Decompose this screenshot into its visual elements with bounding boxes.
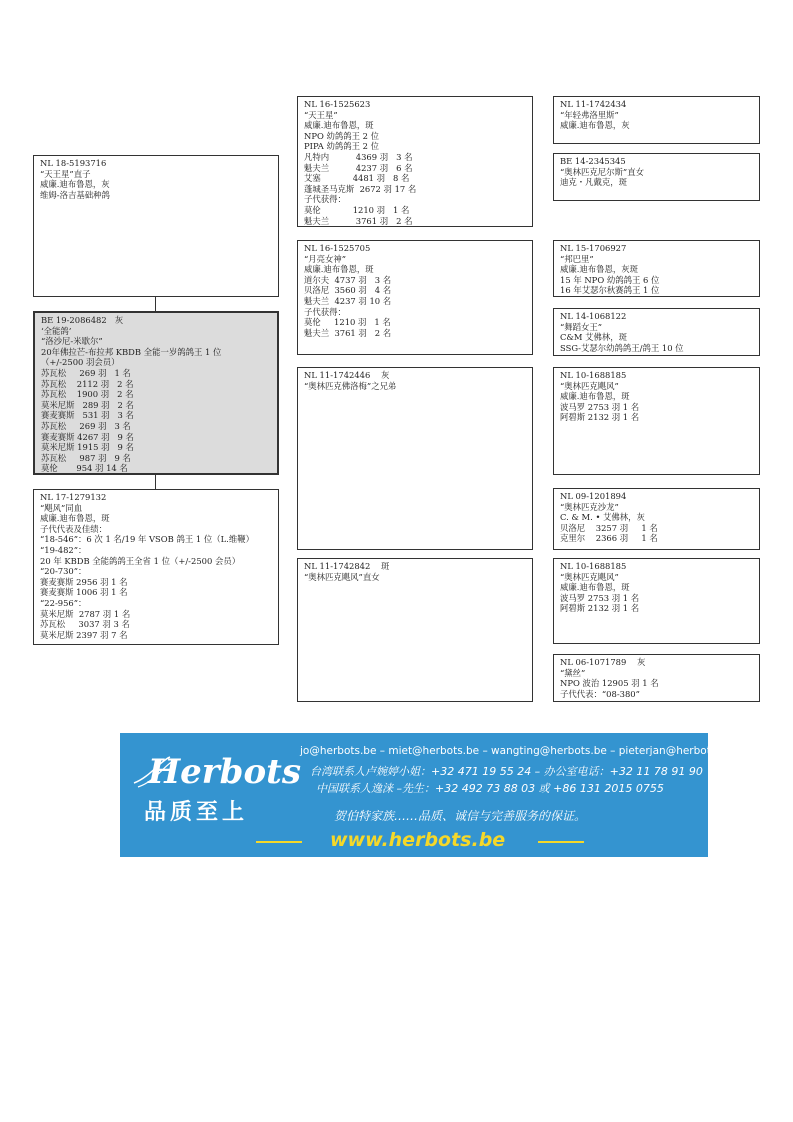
result-line: 苏瓦松 987 羽 9 名 bbox=[41, 452, 131, 463]
result-line: 苏瓦松 2112 羽 2 名 bbox=[41, 378, 134, 389]
card-line: 阿碧斯 2132 羽 1 名 bbox=[560, 412, 640, 423]
card-line: “奥林匹克佛洛梅”之兄弟 bbox=[304, 380, 397, 391]
card-line: SSG-艾瑟尔幼鸽鸽王/鸽王 10 位 bbox=[560, 342, 684, 353]
website-link[interactable]: www.herbots.be bbox=[330, 829, 506, 851]
dam-line: “19-482”： bbox=[40, 544, 87, 555]
dam-line: “18-546”：6 次 1 名/19 年 VSOB 鸽王 1 位（L.维鞭） bbox=[40, 534, 254, 545]
herbots-banner bbox=[120, 733, 733, 857]
dam-line: “22-956”： bbox=[40, 597, 87, 608]
card-line: NL 10-1688185 bbox=[560, 370, 627, 380]
dam-line: 苏瓦松 3037 羽 3 名 bbox=[40, 619, 130, 630]
card-line: 威廉.迪布鲁恩，斑 bbox=[560, 391, 630, 402]
card-line: NL 11-1742446 灰 bbox=[304, 370, 390, 380]
phone-china: 中国联系人逸涞 –先生：+32 492 73 88 03 或 +86 131 2015 0755 bbox=[316, 782, 664, 795]
dam-line: 20 年 KBDB 全能鸽鸽王全省 1 位（+/-2500 会员） bbox=[40, 555, 241, 566]
dam-ring: NL 17-1279132 bbox=[40, 492, 107, 502]
card-line: 威廉.迪布鲁恩，灰 bbox=[560, 120, 630, 131]
card-line: “奥林匹克飓风”直女 bbox=[304, 571, 380, 582]
dam-sire-card bbox=[297, 367, 533, 550]
card-line: NL 16-1525623 bbox=[304, 99, 371, 109]
g3-card-6 bbox=[553, 488, 760, 550]
card-line: 15 年 NPO 幼鸽鸽王 6 位 bbox=[560, 274, 660, 285]
card-line: “天王星” bbox=[304, 109, 338, 120]
dam-offspring-heading: 子代代表及佳绩： bbox=[40, 523, 107, 534]
card-line: 迪克・凡戴克，斑 bbox=[560, 177, 627, 188]
g3-card-5 bbox=[553, 367, 760, 475]
result-line: 苏瓦松 269 羽 1 名 bbox=[41, 367, 131, 378]
herbots-logo bbox=[130, 747, 301, 795]
card-line: 波马罗 2753 羽 1 名 bbox=[560, 592, 640, 603]
g3-card-1 bbox=[553, 96, 760, 144]
phone-taiwan: 台湾联系人卢婉婷小姐：+32 471 19 55 24 – 办公室电话：+32 11 78 91 90 bbox=[310, 765, 703, 778]
card-line: 莫伦 1210 羽 1 名 bbox=[304, 204, 410, 215]
card-line: 威廉.迪布鲁恩，斑 bbox=[304, 120, 374, 131]
connector bbox=[155, 475, 156, 489]
result-line: 赛麦赛斯 4267 羽 9 名 bbox=[41, 431, 134, 442]
card-line: NL 15-1706927 bbox=[560, 243, 627, 253]
g3-card-7 bbox=[553, 558, 760, 644]
sire-card bbox=[33, 155, 279, 297]
card-line: 魁夫兰 3761 羽 2 名 bbox=[304, 327, 392, 338]
card-line: “奥林匹克沙龙” bbox=[560, 501, 619, 512]
card-line: 魁夫兰 4237 羽 6 名 bbox=[304, 162, 413, 173]
g3-card-2 bbox=[553, 153, 760, 201]
sire-name: “天王星”直子 bbox=[40, 168, 91, 179]
card-line: 子代获得： bbox=[304, 306, 346, 317]
card-line: 阿碧斯 2132 羽 1 名 bbox=[560, 603, 640, 614]
card-line: 魁夫兰 3761 羽 2 名 bbox=[304, 215, 413, 226]
result-line: 苏瓦松 1900 羽 2 名 bbox=[41, 389, 134, 400]
g3-card-8 bbox=[553, 654, 760, 702]
sire-sire-card bbox=[297, 96, 533, 227]
card-line: “黛丝” bbox=[560, 667, 586, 678]
card-line: “奥林匹克飓风” bbox=[560, 380, 619, 391]
dam-name: “飓风”同血 bbox=[40, 502, 83, 513]
dam-line: “20-730”： bbox=[40, 566, 87, 577]
card-line: “舞蹈女王” bbox=[560, 321, 603, 332]
card-line: 道尔夫 4737 羽 3 名 bbox=[304, 274, 392, 285]
card-line: NL 06-1071789 灰 bbox=[560, 657, 646, 667]
result-line: 赛麦赛斯 531 羽 3 名 bbox=[41, 410, 134, 421]
divider bbox=[256, 841, 302, 843]
slogan: 贺伯特家族……品质、诚信与完善服务的保证。 bbox=[334, 809, 587, 823]
card-line: “奥林匹克飓风” bbox=[560, 571, 619, 582]
subject-ring: BE 19-2086482 灰 bbox=[41, 315, 124, 325]
card-line: NPO 幼鸽鸽王 2 位 bbox=[304, 130, 380, 141]
dam-dam-card bbox=[297, 558, 533, 702]
sire-ring: NL 18-5193716 bbox=[40, 158, 107, 168]
email-contacts[interactable]: jo@herbots.be – miet@herbots.be – wangting@herbots.be – pieterjan@herbots.be bbox=[300, 745, 733, 757]
subject-members: （+/-2500 羽会员） bbox=[41, 357, 120, 368]
card-line: 威廉.迪布鲁恩，灰斑 bbox=[560, 264, 639, 275]
card-line: 蓬城圣马克斯 2672 羽 17 名 bbox=[304, 183, 417, 194]
subject-name: “洛沙尼-米歇尔” bbox=[41, 336, 103, 347]
card-line: 凡特内 4369 羽 3 名 bbox=[304, 151, 413, 162]
sire-breeder: 威廉.迪布鲁恩，灰 bbox=[40, 179, 110, 190]
dam-line: 莫米尼斯 2787 羽 1 名 bbox=[40, 608, 131, 619]
card-line: NL 09-1201894 bbox=[560, 491, 627, 501]
card-line: NL 16-1525705 bbox=[304, 243, 371, 253]
result-line: 苏瓦松 269 羽 3 名 bbox=[41, 420, 131, 431]
card-line: 威廉.迪布鲁恩，斑 bbox=[560, 582, 630, 593]
connector bbox=[155, 297, 156, 311]
g3-card-3 bbox=[553, 240, 760, 297]
card-line: “年轻弗洛里斯” bbox=[560, 109, 619, 120]
card-line: C&M 艾佛林，斑 bbox=[560, 332, 627, 343]
result-line: 莫米尼斯 289 羽 2 名 bbox=[41, 399, 134, 410]
dam-card bbox=[33, 489, 279, 645]
subject-title: 20年佛拉芒-布拉邦 KBDB 全能一岁鸽鸽王 1 位 bbox=[41, 346, 222, 357]
card-line: 16 年艾瑟尔秋赛鸽王 1 位 bbox=[560, 285, 660, 296]
card-line: 贝洛尼 3257 羽 1 名 bbox=[560, 522, 658, 533]
card-line: “奥林匹克尼尔斯”直女 bbox=[560, 166, 644, 177]
card-line: NL 14-1068122 bbox=[560, 311, 627, 321]
card-line: NL 11-1742434 bbox=[560, 99, 627, 109]
card-line: 莫伦 1210 羽 1 名 bbox=[304, 317, 391, 328]
card-line: 艾塞 4481 羽 8 名 bbox=[304, 173, 410, 184]
subject-card bbox=[33, 311, 279, 475]
card-line: “月亮女神” bbox=[304, 253, 347, 264]
subject-nickname: ‘全能鸽’ bbox=[41, 325, 72, 336]
card-line: 克里尔 2366 羽 1 名 bbox=[560, 533, 658, 544]
card-line: C. & M. • 艾佛林，灰 bbox=[560, 512, 645, 523]
card-line: 魁夫兰 4237 羽 10 名 bbox=[304, 295, 392, 306]
result-line: 莫伦 954 羽 14 名 bbox=[41, 463, 128, 474]
logo-text: Herbots bbox=[148, 752, 301, 792]
card-line: 子代代表：“08-380” bbox=[560, 688, 640, 699]
dam-breeder: 威廉.迪布鲁恩，斑 bbox=[40, 513, 110, 524]
card-line: PIPA 幼鸽鸽王 2 位 bbox=[304, 141, 380, 152]
card-line: 威廉.迪布鲁恩，斑 bbox=[304, 264, 374, 275]
card-line: “邦巴里” bbox=[560, 253, 594, 264]
card-line: 波马罗 2753 羽 1 名 bbox=[560, 401, 640, 412]
card-line: NPO 波治 12905 羽 1 名 bbox=[560, 678, 659, 689]
tagline: 品质至上 bbox=[144, 799, 249, 825]
sire-note: 维姆-洛吉基础种鸽 bbox=[40, 189, 110, 200]
card-line: 子代获得： bbox=[304, 194, 346, 205]
sire-dam-card bbox=[297, 240, 533, 355]
card-line: BE 14-2345345 bbox=[560, 156, 626, 166]
card-line: NL 11-1742842 斑 bbox=[304, 561, 390, 571]
dam-line: 赛麦赛斯 2956 羽 1 名 bbox=[40, 576, 128, 587]
card-line: NL 10-1688185 bbox=[560, 561, 627, 571]
g3-card-4 bbox=[553, 308, 760, 356]
dam-line: 赛麦赛斯 1006 羽 1 名 bbox=[40, 587, 128, 598]
card-line: 贝洛尼 3560 羽 4 名 bbox=[304, 285, 392, 296]
dam-line: 莫米尼斯 2397 羽 7 名 bbox=[40, 629, 128, 640]
divider bbox=[538, 841, 584, 843]
result-line: 莫米尼斯 1915 羽 9 名 bbox=[41, 442, 134, 453]
